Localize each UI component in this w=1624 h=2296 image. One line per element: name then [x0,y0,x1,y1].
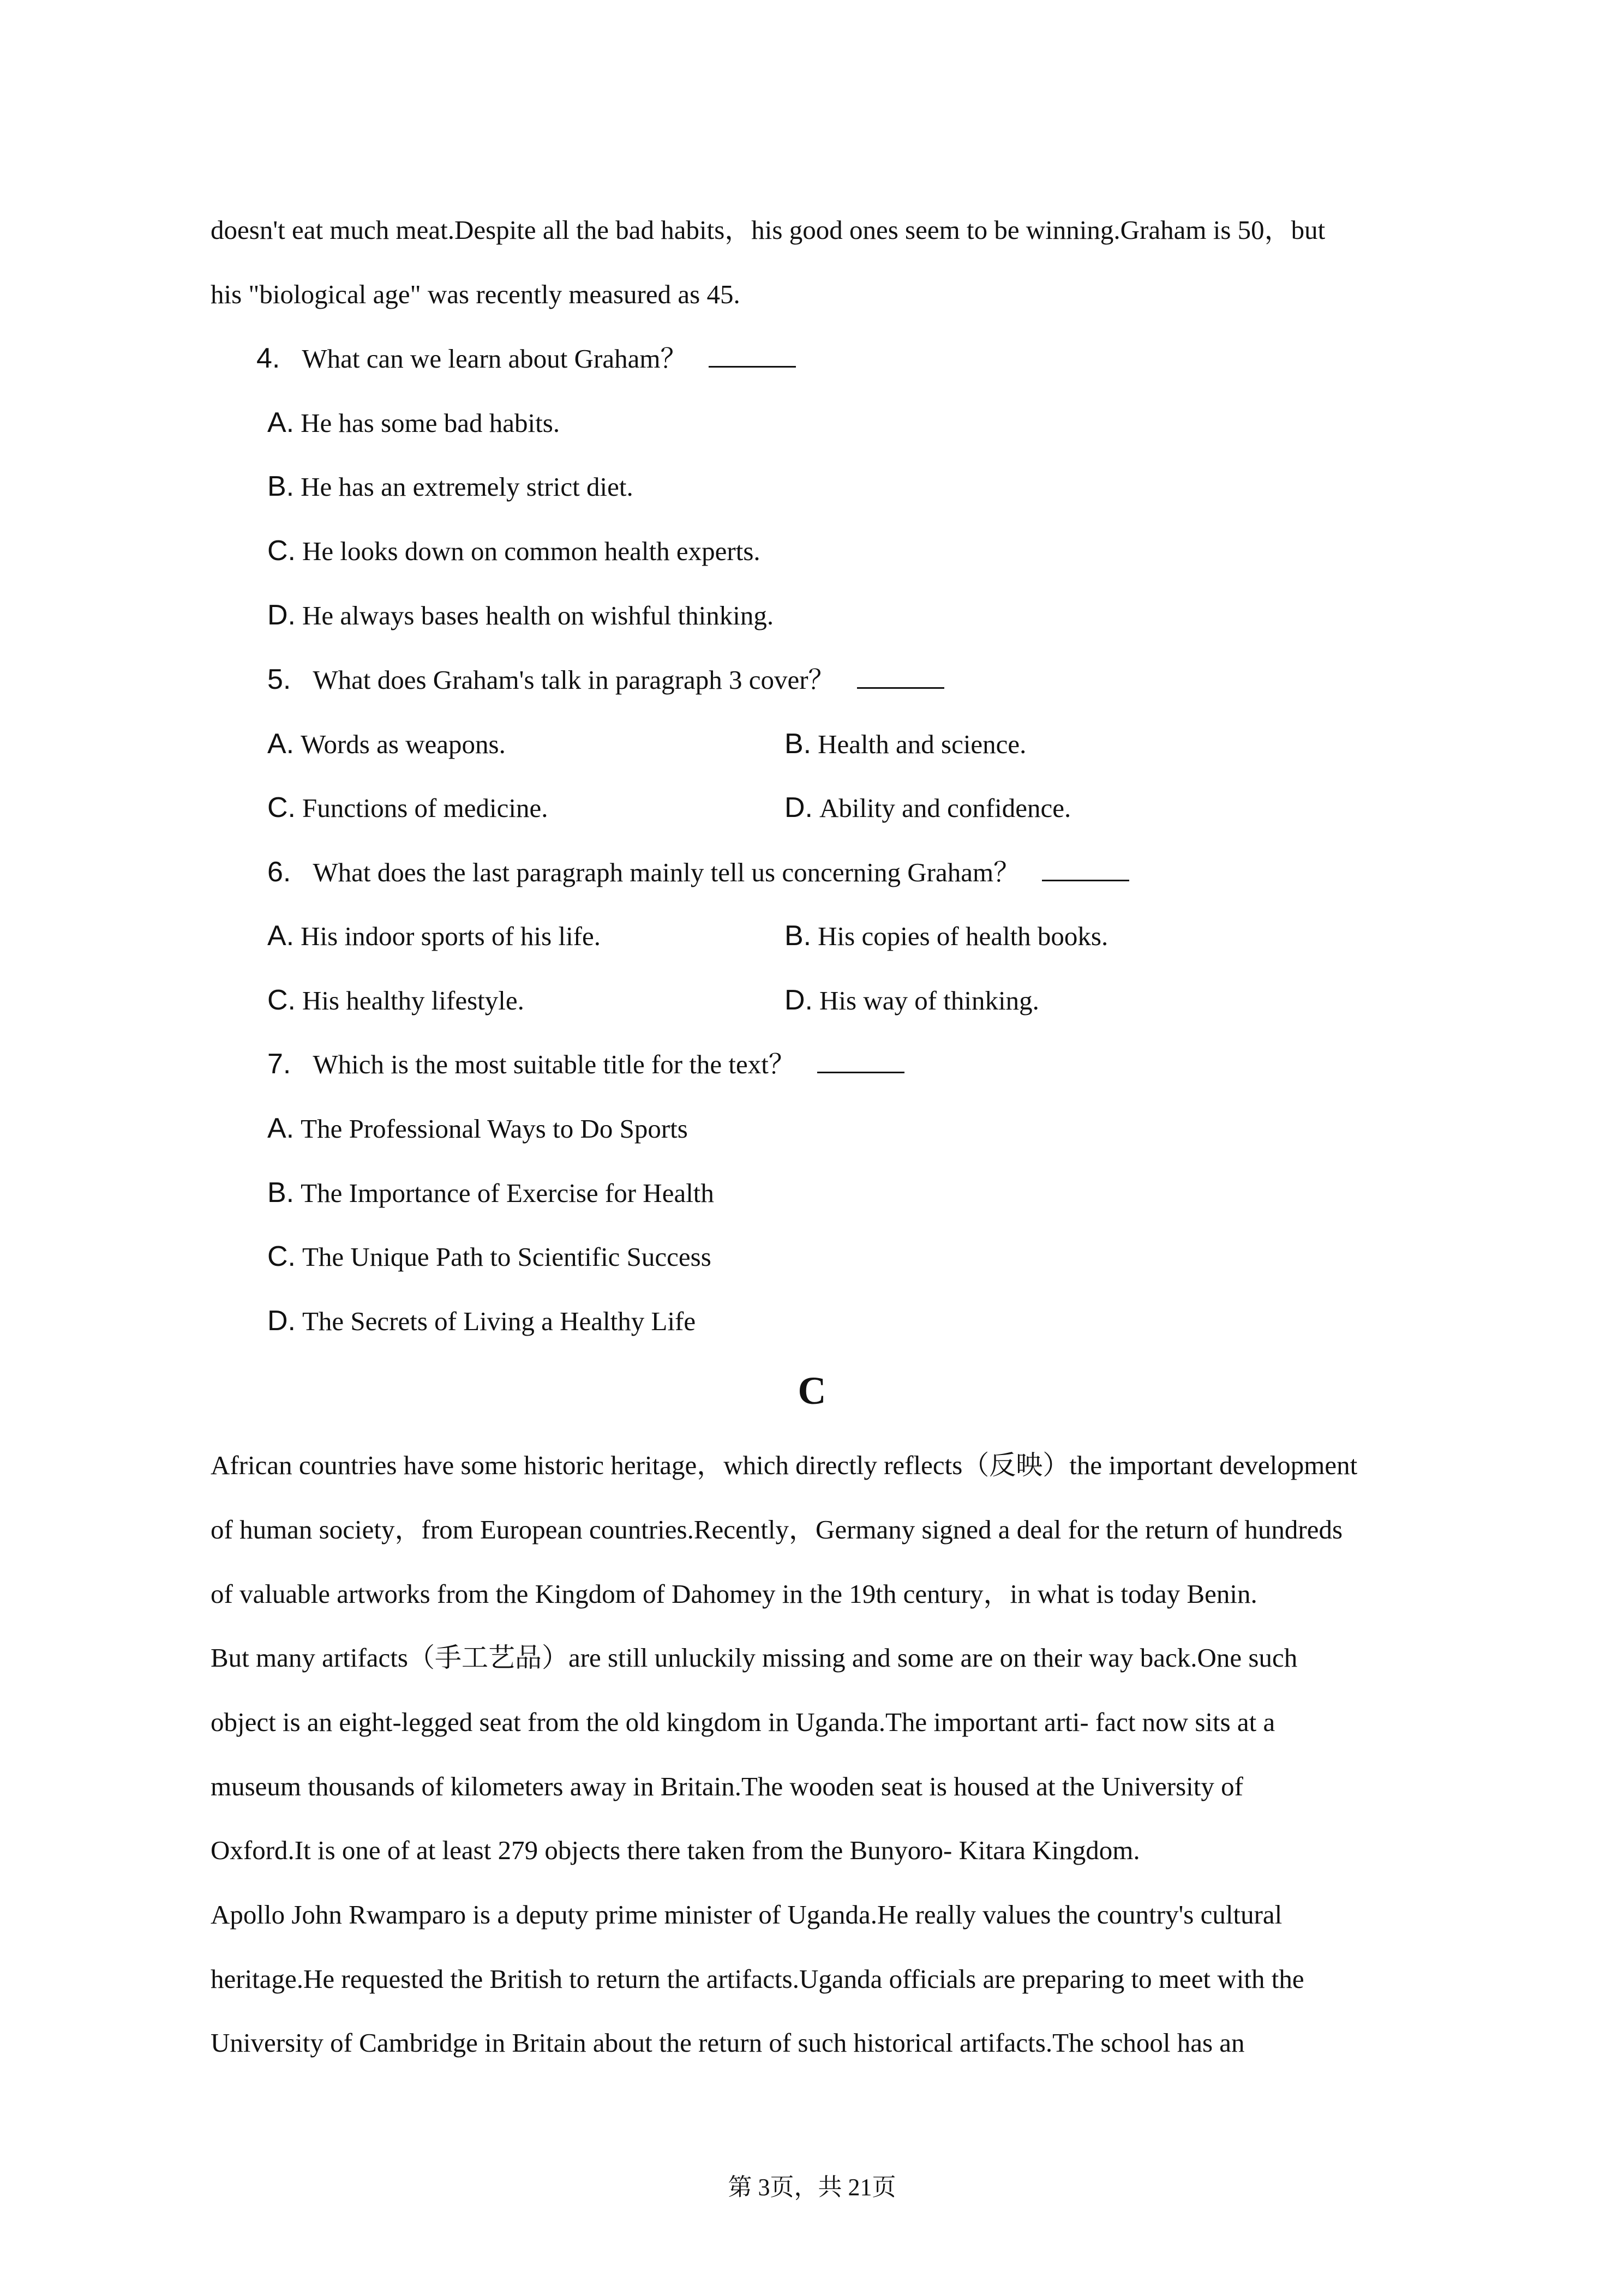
option-text: His way of thinking. [819,985,1039,1015]
option-7a[interactable] [267,1112,688,1145]
option-6c[interactable] [267,984,524,1017]
option-text: The Professional Ways to Do Sports [301,1114,688,1144]
question-text: Which is the most suitable title for the text？ [313,1049,795,1079]
option-6a[interactable] [267,919,601,953]
option-letter: B. [784,920,812,952]
question-number: 5. [267,664,291,695]
option-text: His healthy lifestyle. [302,985,524,1015]
passage-line: But many artifacts（手工艺品）are still unluckily missing and some are on their way back.One such [211,1643,1298,1673]
passage-line: heritage.He requested the British to return the artifacts.Uganda officials are preparing to meet with the [211,1964,1304,1994]
passage-line: of valuable artworks from the Kingdom of Dahomey in the 19th century，in what is today Benin. [211,1579,1257,1609]
option-text: He looks down on common health experts. [302,536,760,566]
option-6d[interactable] [784,984,1039,1017]
option-5d[interactable] [784,791,1071,825]
option-letter: B. [267,471,295,502]
answer-blank[interactable] [857,665,944,689]
option-7b[interactable] [267,1176,714,1210]
option-text: The Unique Path to Scientific Success [302,1242,711,1272]
option-text: He always bases health on wishful thinking. [302,600,774,630]
passage-line: Apollo John Rwamparo is a deputy prime minister of Uganda.He really values the country's cultural [211,1900,1283,1930]
question-7 [267,1048,904,1081]
question-6 [267,856,1129,889]
page-number: 第 3页，共 21页 [728,2174,896,2201]
option-text: The Importance of Exercise for Health [301,1178,714,1208]
answer-blank[interactable] [1042,858,1129,881]
option-text: Words as weapons. [301,729,506,759]
option-6b[interactable] [784,919,1108,953]
option-letter: C. [267,1241,296,1272]
option-letter: A. [267,728,295,760]
option-text: Functions of medicine. [302,793,548,823]
option-letter: D. [784,984,813,1016]
option-5a[interactable] [267,728,506,761]
option-letter: A. [267,407,295,438]
option-letter: C. [267,984,296,1016]
option-text: Health and science. [818,729,1027,759]
question-text: What can we learn about Graham？ [302,344,687,374]
section-heading: C [798,1369,826,1413]
option-5b[interactable] [784,728,1026,761]
question-4 [256,342,796,375]
option-letter: D. [267,599,296,631]
option-letter: A. [267,1113,295,1144]
option-4d[interactable] [267,599,774,632]
option-letter: D. [267,1305,296,1337]
option-4a[interactable] [267,406,560,440]
passage-line: his "biological age" was recently measured as 45. [211,279,740,309]
answer-blank[interactable] [817,1050,904,1073]
option-text: The Secrets of Living a Healthy Life [302,1306,696,1336]
option-letter: C. [267,535,296,567]
option-4b[interactable] [267,470,633,503]
question-text: What does Graham's talk in paragraph 3 cover？ [313,665,835,695]
question-text: What does the last paragraph mainly tell us concerning Graham？ [313,857,1021,887]
passage-line: Oxford.It is one of at least 279 objects there taken from the Bunyoro- Kitara Kingdom. [211,1835,1140,1865]
option-text: He has some bad habits. [301,408,560,438]
option-7c[interactable] [267,1240,711,1273]
passage-line: doesn't eat much meat.Despite all the bad habits，his good ones seem to be winning.Graham is 50，but [211,215,1326,245]
option-text: He has an extremely strict diet. [301,472,633,502]
question-5 [267,663,944,696]
option-letter: A. [267,920,295,952]
option-text: Ability and confidence. [819,793,1071,823]
option-7d[interactable] [267,1305,696,1338]
option-letter: D. [784,792,813,824]
question-number: 6. [267,856,291,888]
question-number: 4. [256,342,280,374]
question-number: 7. [267,1048,291,1080]
passage-line: museum thousands of kilometers away in Britain.The wooden seat is housed at the University of [211,1771,1243,1801]
passage-line: of human society，from European countries.Recently，Germany signed a deal for the return of hundreds [211,1514,1343,1544]
passage-line: object is an eight-legged seat from the old kingdom in Uganda.The important arti- fact now sits at a [211,1707,1275,1737]
option-letter: B. [784,728,812,760]
answer-blank[interactable] [709,344,796,368]
passage-line: University of Cambridge in Britain about the return of such historical artifacts.The school has an [211,2028,1245,2058]
option-letter: C. [267,792,296,824]
option-letter: B. [267,1177,295,1209]
option-4c[interactable] [267,534,760,568]
option-text: His indoor sports of his life. [301,921,601,951]
option-text: His copies of health books. [818,921,1108,951]
option-5c[interactable] [267,791,548,825]
passage-line: African countries have some historic heritage，which directly reflects（反映）the important development [211,1450,1358,1480]
